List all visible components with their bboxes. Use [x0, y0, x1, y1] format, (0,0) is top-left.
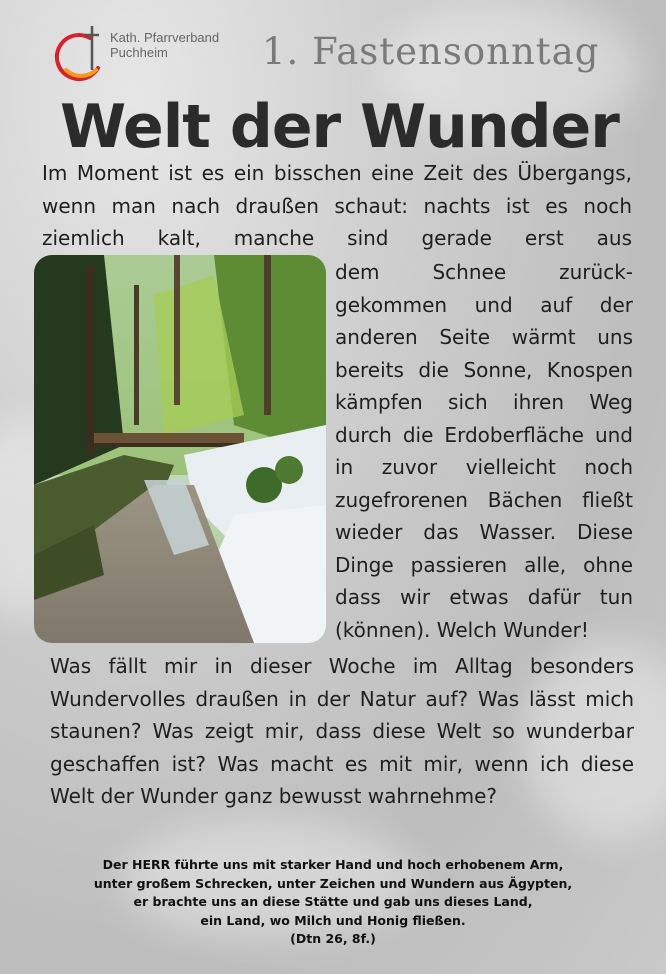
paragraph-bottom: Was fällt mir in dieser Woche im Alltag besonders Wundervolles draußen in der Natur auf? Was lässt mich staunen? Was zeigt mir, dass diese Welt so wunderbar geschaffen ist? Was macht es mit mir, wenn ich diese Welt der Wunder ganz bewusst wahrnehme?	[50, 654, 634, 808]
page-title: Welt der Wunder	[60, 92, 619, 162]
parish-name	[110, 30, 219, 60]
paragraph-top: Im Moment ist es ein bisschen eine Zeit des Übergangs, wenn man nach draußen schaut: nachts ist es noch ziemlich kalt, manche sind gerade erst aus	[42, 161, 632, 250]
forest-stream-photo	[34, 255, 326, 643]
forest-stream-image	[34, 255, 326, 643]
bible-quote-line: ein Land, wo Milch und Honig fließen.	[200, 912, 466, 928]
bible-quote	[20, 856, 646, 949]
paragraph-side: dem Schnee zurück-gekommen und auf der anderen Seite wärmt uns bereits die Sonne, Knospen kämpfen sich ihren Weg durch die Erdoberfläche und in zuvor vielleicht noch zugefrorenen Bächen fließt wieder das Wasser. Diese Dinge passieren alle, ohne dass wir etwas dafür tun (können). Welch Wunder!	[335, 260, 633, 642]
parish-name-line2: Puchheim	[110, 45, 168, 60]
page-subtitle: 1. Fastensonntag	[262, 30, 600, 73]
parish-logo-icon	[52, 22, 108, 82]
bible-quote-line: Der HERR führte uns mit starker Hand und hoch erhobenem Arm,	[102, 857, 564, 872]
parish-name-line1: Kath. Pfarrverband	[110, 30, 220, 45]
bible-quote-line: er brachte uns an diese Stätte und gab uns dieses Land,	[133, 894, 533, 909]
bible-quote-reference: (Dtn 26, 8f.)	[290, 931, 376, 946]
parish-logo	[52, 22, 242, 82]
bible-quote-line: unter großem Schrecken, unter Zeichen und Wundern aus Ägypten,	[93, 875, 573, 891]
